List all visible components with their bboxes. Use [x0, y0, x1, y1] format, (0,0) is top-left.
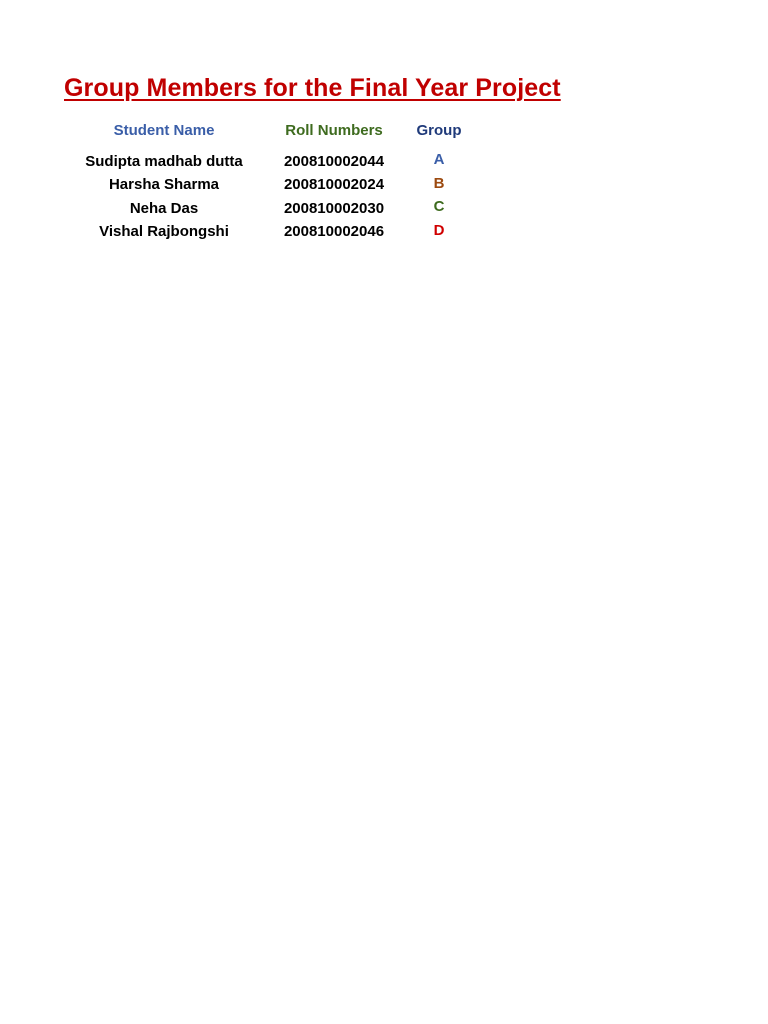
roll-number-cell: 200810002024	[283, 176, 385, 193]
column-header-student-name: Student Name	[113, 122, 215, 139]
roll-number-cell: 200810002044	[283, 153, 385, 170]
student-name-cell: Harsha Sharma	[108, 176, 220, 193]
group-cell: A	[433, 151, 445, 168]
column-header-group: Group	[416, 122, 462, 139]
column-header-roll-numbers: Roll Numbers	[285, 122, 383, 139]
group-cell: D	[433, 222, 445, 239]
student-name-cell: Sudipta madhab dutta	[85, 153, 243, 170]
page-title: Group Members for the Final Year Project	[64, 74, 561, 102]
student-name-cell: Vishal Rajbongshi	[99, 223, 229, 240]
roll-number-cell: 200810002046	[283, 223, 385, 240]
group-cell: C	[433, 198, 445, 215]
group-cell: B	[433, 175, 445, 192]
student-name-cell: Neha Das	[129, 200, 199, 217]
roll-number-cell: 200810002030	[283, 200, 385, 217]
